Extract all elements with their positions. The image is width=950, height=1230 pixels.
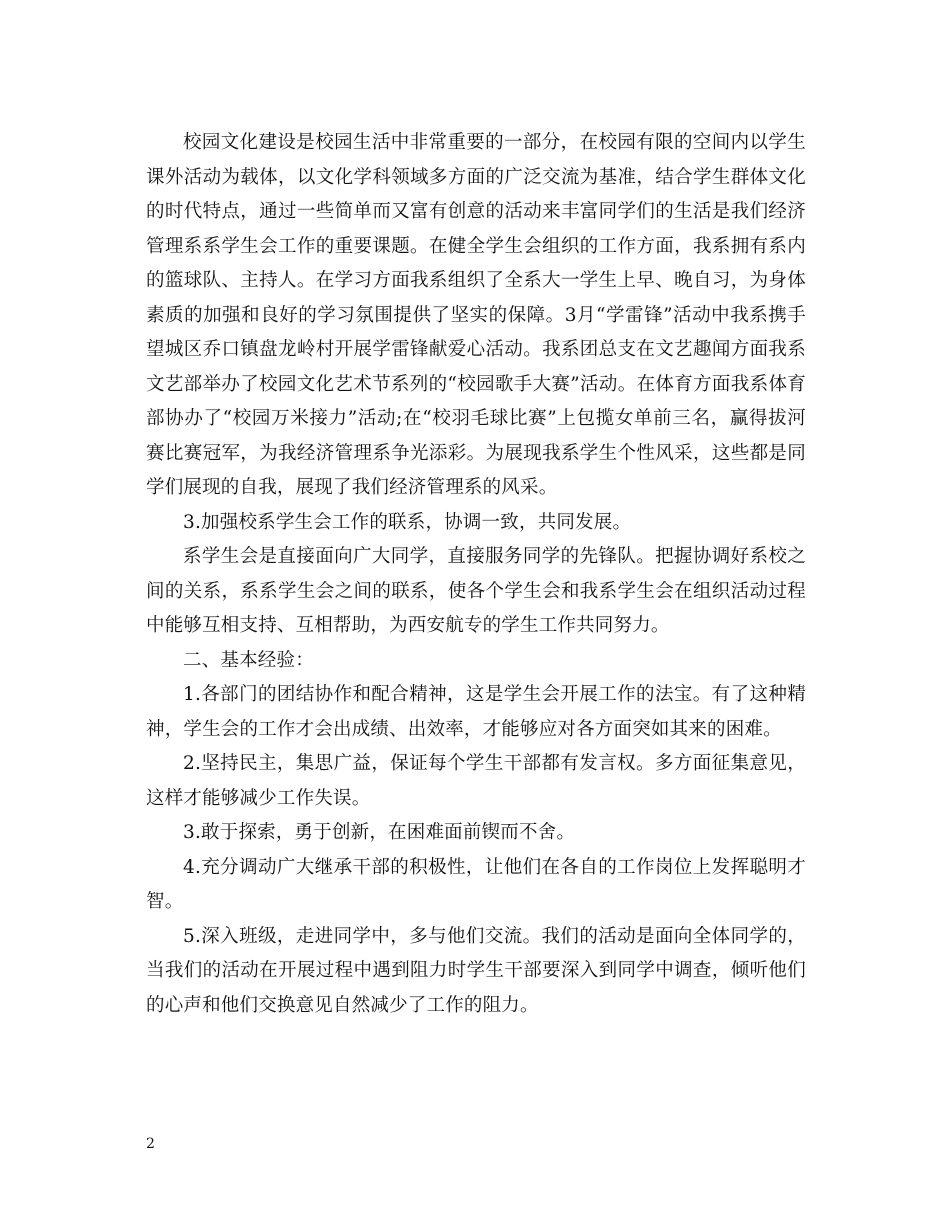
paragraph-experience-3: 3.敢于探索，勇于创新，在困难面前锲而不舍。 — [183, 822, 576, 843]
section-heading-basic-experience: 二、基本经验： — [183, 649, 314, 671]
paragraph-item-3-strengthen-liaison: 3.加强校系学生会工作的联系，协调一致，共同发展。 — [183, 511, 632, 533]
document-body — [146, 126, 806, 1023]
paragraph-experience-5: 5.深入班级，走进同学中，多与他们交流。我们的活动是面向全体同学的，当我们的活动在开展过程中遇到阻力时学生干部要深入到同学中调查，倾听他们的心声和他们交换意见自然减少了工作的阻力。 — [146, 925, 806, 1016]
paragraph-experience-2: 2.坚持民主，集思广益，保证每个学生干部都有发言权。多方面征集意见，这样才能够减少工作失误。 — [146, 753, 806, 809]
paragraph-experience-4: 4.充分调动广大继承干部的积极性，让他们在各自的工作岗位上发挥聪明才智。 — [146, 856, 806, 912]
paragraph-experience-1: 1.各部门的团结协作和配合精神，这是学生会开展工作的法宝。有了这种精神，学生会的工作才会出成绩、出效率，才能够应对各方面突如其来的困难。 — [146, 684, 806, 740]
paragraph-campus-culture: 校园文化建设是校园生活中非常重要的一部分，在校园有限的空间内以学生课外活动为载体，以文化学科领域多方面的广泛交流为基准，结合学生群体文化的时代特点，通过一些简单而又富有创意的活动来丰富同学们的生活是我们经济管理系系学生会工作的重要课题。在健全学生会组织的工作方面，我系拥有系内的篮球队、主持人。在学习方面我系组织了全系大一学生上早、晚自习，为身体素质的加强和良好的学习氛围提供了坚实的保障。3月“学雷锋”活动中我系携手望城区乔口镇盘龙岭村开展学雷锋献爱心活动。我系团总支在文艺趣闻方面我系文艺部举办了校园文化艺术节系列的“校园歌手大赛”活动。在体育方面我系体育部协办了“校园万米接力”活动;在“校羽毛球比赛”上包揽女单前三名，赢得拔河赛比赛冠军，为我经济管理系争光添彩。为展现我系学生个性风采，这些都是同学们展现的自我，展现了我们经济管理系的风采。 — [146, 132, 806, 498]
page-number: 2 — [146, 1136, 155, 1152]
paragraph-student-union-vanguard: 系学生会是直接面向广大同学，直接服务同学的先锋队。把握协调好系校之间的关系，系系学生会之间的联系，使各个学生会和我系学生会在组织活动过程中能够互相支持、互相帮助，为西安航专的学生工作共同努力。 — [146, 546, 806, 636]
